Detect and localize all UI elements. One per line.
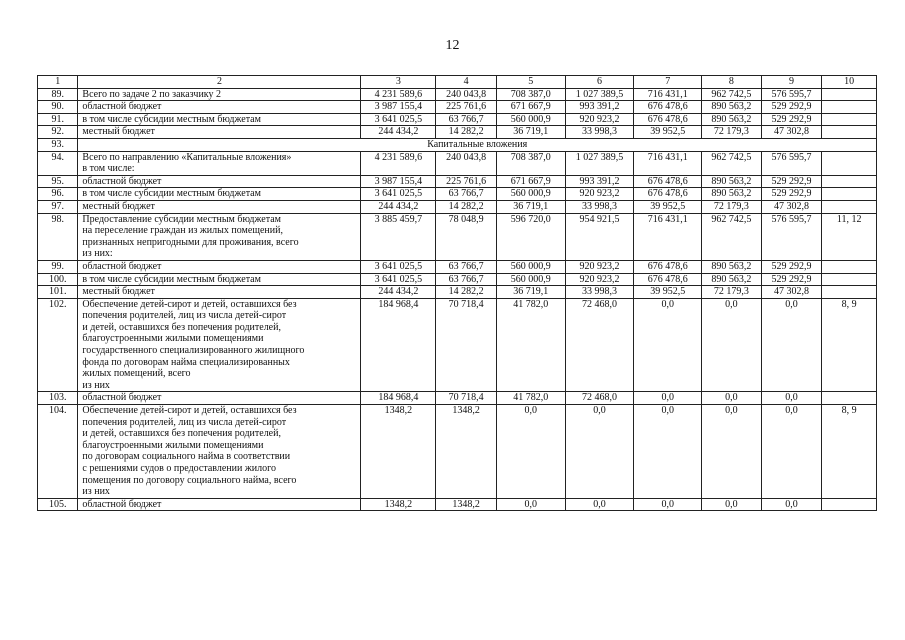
value-cell: 36 719,1 bbox=[496, 200, 565, 213]
row-number: 89. bbox=[38, 88, 78, 101]
row-name: Всего по задаче 2 по заказчику 2 bbox=[78, 88, 361, 101]
value-cell: 41 782,0 bbox=[496, 298, 565, 392]
row-number: 91. bbox=[38, 113, 78, 126]
value-cell: 576 595,7 bbox=[761, 213, 822, 260]
value-cell: 78 048,9 bbox=[436, 213, 497, 260]
value-cell: 676 478,6 bbox=[634, 273, 702, 286]
value-cell: 70 718,4 bbox=[436, 392, 497, 405]
value-cell: 63 766,7 bbox=[436, 260, 497, 273]
column-header: 1 bbox=[38, 76, 78, 89]
value-cell: 0,0 bbox=[761, 405, 822, 499]
column-header: 8 bbox=[702, 76, 762, 89]
table-row bbox=[38, 101, 877, 114]
note-cell bbox=[822, 88, 877, 101]
value-cell: 962 742,5 bbox=[702, 88, 762, 101]
note-cell: 11, 12 bbox=[822, 213, 877, 260]
value-cell: 1348,2 bbox=[436, 498, 497, 511]
value-cell: 4 231 589,6 bbox=[361, 88, 436, 101]
table-row bbox=[38, 88, 877, 101]
row-number: 96. bbox=[38, 188, 78, 201]
table-row bbox=[38, 151, 877, 175]
value-cell: 890 563,2 bbox=[702, 175, 762, 188]
row-name: областной бюджет bbox=[78, 392, 361, 405]
value-cell: 890 563,2 bbox=[702, 188, 762, 201]
value-cell: 3 641 025,5 bbox=[361, 260, 436, 273]
row-number: 97. bbox=[38, 200, 78, 213]
table-row bbox=[38, 498, 877, 511]
section-row bbox=[38, 138, 877, 151]
column-header: 9 bbox=[761, 76, 822, 89]
header-row bbox=[38, 76, 877, 89]
value-cell: 1348,2 bbox=[361, 405, 436, 499]
value-cell: 240 043,8 bbox=[436, 88, 497, 101]
value-cell: 72 468,0 bbox=[565, 392, 634, 405]
table-row bbox=[38, 213, 877, 260]
value-cell: 3 987 155,4 bbox=[361, 101, 436, 114]
row-name: Всего по направлению «Капитальные вложения» в том числе: bbox=[78, 151, 361, 175]
row-name: местный бюджет bbox=[78, 126, 361, 139]
section-title: Капитальные вложения bbox=[78, 138, 877, 151]
value-cell: 47 302,8 bbox=[761, 126, 822, 139]
value-cell: 0,0 bbox=[496, 498, 565, 511]
value-cell: 920 923,2 bbox=[565, 188, 634, 201]
note-cell bbox=[822, 260, 877, 273]
value-cell: 41 782,0 bbox=[496, 392, 565, 405]
value-cell: 0,0 bbox=[702, 392, 762, 405]
row-number: 102. bbox=[38, 298, 78, 392]
column-header: 7 bbox=[634, 76, 702, 89]
note-cell bbox=[822, 392, 877, 405]
value-cell: 39 952,5 bbox=[634, 200, 702, 213]
row-name: областной бюджет bbox=[78, 175, 361, 188]
value-cell: 3 641 025,5 bbox=[361, 113, 436, 126]
value-cell: 72 179,3 bbox=[702, 286, 762, 299]
column-header: 10 bbox=[822, 76, 877, 89]
value-cell: 0,0 bbox=[565, 498, 634, 511]
value-cell: 244 434,2 bbox=[361, 200, 436, 213]
value-cell: 3 641 025,5 bbox=[361, 188, 436, 201]
row-name: Предоставление субсидии местным бюджетам на переселение граждан из жилых помещений, признанных непригодными для проживания, всего из них: bbox=[78, 213, 361, 260]
note-cell: 8, 9 bbox=[822, 298, 877, 392]
row-name: местный бюджет bbox=[78, 200, 361, 213]
note-cell: 8, 9 bbox=[822, 405, 877, 499]
value-cell: 47 302,8 bbox=[761, 286, 822, 299]
row-name: Обеспечение детей-сирот и детей, оставшихся без попечения родителей, лиц из числа детей-сирот и детей, оставшихся без попечения родителей, благоустроенными жилыми помещениями по договорам социального найма в соответствии с решениями судов о предоставлении жилого помещения по договору социального найма, всего из них bbox=[78, 405, 361, 499]
value-cell: 676 478,6 bbox=[634, 188, 702, 201]
note-cell bbox=[822, 286, 877, 299]
value-cell: 3 885 459,7 bbox=[361, 213, 436, 260]
value-cell: 890 563,2 bbox=[702, 260, 762, 273]
value-cell: 890 563,2 bbox=[702, 101, 762, 114]
note-cell bbox=[822, 175, 877, 188]
value-cell: 33 998,3 bbox=[565, 286, 634, 299]
value-cell: 529 292,9 bbox=[761, 273, 822, 286]
table-row bbox=[38, 286, 877, 299]
value-cell: 529 292,9 bbox=[761, 113, 822, 126]
value-cell: 14 282,2 bbox=[436, 126, 497, 139]
value-cell: 560 000,9 bbox=[496, 113, 565, 126]
value-cell: 72 468,0 bbox=[565, 298, 634, 392]
value-cell: 0,0 bbox=[761, 298, 822, 392]
value-cell: 72 179,3 bbox=[702, 126, 762, 139]
value-cell: 596 720,0 bbox=[496, 213, 565, 260]
value-cell: 0,0 bbox=[496, 405, 565, 499]
page-number: 12 bbox=[445, 38, 460, 53]
value-cell: 529 292,9 bbox=[761, 188, 822, 201]
column-header: 5 bbox=[496, 76, 565, 89]
value-cell: 39 952,5 bbox=[634, 126, 702, 139]
value-cell: 0,0 bbox=[634, 298, 702, 392]
value-cell: 244 434,2 bbox=[361, 286, 436, 299]
value-cell: 954 921,5 bbox=[565, 213, 634, 260]
table-row bbox=[38, 260, 877, 273]
column-header: 4 bbox=[436, 76, 497, 89]
value-cell: 47 302,8 bbox=[761, 200, 822, 213]
row-number: 95. bbox=[38, 175, 78, 188]
value-cell: 576 595,7 bbox=[761, 151, 822, 175]
row-name: в том числе субсидии местным бюджетам bbox=[78, 188, 361, 201]
value-cell: 993 391,2 bbox=[565, 175, 634, 188]
value-cell: 240 043,8 bbox=[436, 151, 497, 175]
note-cell bbox=[822, 101, 877, 114]
value-cell: 1 027 389,5 bbox=[565, 151, 634, 175]
row-number: 93. bbox=[38, 138, 78, 151]
value-cell: 529 292,9 bbox=[761, 175, 822, 188]
table-row bbox=[38, 298, 877, 392]
value-cell: 3 987 155,4 bbox=[361, 175, 436, 188]
value-cell: 33 998,3 bbox=[565, 126, 634, 139]
value-cell: 993 391,2 bbox=[565, 101, 634, 114]
note-cell bbox=[822, 126, 877, 139]
value-cell: 962 742,5 bbox=[702, 213, 762, 260]
row-number: 104. bbox=[38, 405, 78, 499]
row-number: 90. bbox=[38, 101, 78, 114]
note-cell bbox=[822, 273, 877, 286]
value-cell: 890 563,2 bbox=[702, 273, 762, 286]
row-name: местный бюджет bbox=[78, 286, 361, 299]
value-cell: 890 563,2 bbox=[702, 113, 762, 126]
table-row bbox=[38, 392, 877, 405]
value-cell: 4 231 589,6 bbox=[361, 151, 436, 175]
value-cell: 225 761,6 bbox=[436, 101, 497, 114]
table-row bbox=[38, 200, 877, 213]
table-row bbox=[38, 113, 877, 126]
value-cell: 33 998,3 bbox=[565, 200, 634, 213]
row-name: в том числе субсидии местным бюджетам bbox=[78, 273, 361, 286]
value-cell: 716 431,1 bbox=[634, 88, 702, 101]
row-number: 94. bbox=[38, 151, 78, 175]
row-name: областной бюджет bbox=[78, 101, 361, 114]
row-number: 103. bbox=[38, 392, 78, 405]
value-cell: 3 641 025,5 bbox=[361, 273, 436, 286]
value-cell: 962 742,5 bbox=[702, 151, 762, 175]
budget-table bbox=[37, 75, 877, 511]
value-cell: 671 667,9 bbox=[496, 101, 565, 114]
value-cell: 36 719,1 bbox=[496, 126, 565, 139]
row-number: 98. bbox=[38, 213, 78, 260]
note-cell bbox=[822, 200, 877, 213]
value-cell: 0,0 bbox=[761, 498, 822, 511]
value-cell: 716 431,1 bbox=[634, 213, 702, 260]
value-cell: 920 923,2 bbox=[565, 273, 634, 286]
note-cell bbox=[822, 188, 877, 201]
value-cell: 576 595,7 bbox=[761, 88, 822, 101]
row-number: 99. bbox=[38, 260, 78, 273]
note-cell bbox=[822, 498, 877, 511]
value-cell: 0,0 bbox=[565, 405, 634, 499]
value-cell: 0,0 bbox=[702, 298, 762, 392]
value-cell: 560 000,9 bbox=[496, 188, 565, 201]
value-cell: 676 478,6 bbox=[634, 113, 702, 126]
value-cell: 0,0 bbox=[702, 405, 762, 499]
value-cell: 716 431,1 bbox=[634, 151, 702, 175]
value-cell: 0,0 bbox=[702, 498, 762, 511]
column-header: 6 bbox=[565, 76, 634, 89]
table-row bbox=[38, 175, 877, 188]
value-cell: 560 000,9 bbox=[496, 273, 565, 286]
value-cell: 14 282,2 bbox=[436, 200, 497, 213]
note-cell bbox=[822, 113, 877, 126]
value-cell: 0,0 bbox=[634, 498, 702, 511]
row-name: областной бюджет bbox=[78, 498, 361, 511]
row-name: в том числе субсидии местным бюджетам bbox=[78, 113, 361, 126]
value-cell: 671 667,9 bbox=[496, 175, 565, 188]
row-name: областной бюджет bbox=[78, 260, 361, 273]
value-cell: 0,0 bbox=[634, 405, 702, 499]
value-cell: 225 761,6 bbox=[436, 175, 497, 188]
value-cell: 63 766,7 bbox=[436, 273, 497, 286]
value-cell: 184 968,4 bbox=[361, 392, 436, 405]
value-cell: 72 179,3 bbox=[702, 200, 762, 213]
value-cell: 70 718,4 bbox=[436, 298, 497, 392]
row-number: 100. bbox=[38, 273, 78, 286]
value-cell: 1348,2 bbox=[436, 405, 497, 499]
value-cell: 0,0 bbox=[634, 392, 702, 405]
value-cell: 63 766,7 bbox=[436, 113, 497, 126]
value-cell: 0,0 bbox=[761, 392, 822, 405]
value-cell: 184 968,4 bbox=[361, 298, 436, 392]
column-header: 3 bbox=[361, 76, 436, 89]
value-cell: 676 478,6 bbox=[634, 175, 702, 188]
value-cell: 708 387,0 bbox=[496, 88, 565, 101]
table-row bbox=[38, 188, 877, 201]
value-cell: 708 387,0 bbox=[496, 151, 565, 175]
value-cell: 529 292,9 bbox=[761, 101, 822, 114]
table-row bbox=[38, 405, 877, 499]
value-cell: 63 766,7 bbox=[436, 188, 497, 201]
value-cell: 244 434,2 bbox=[361, 126, 436, 139]
value-cell: 676 478,6 bbox=[634, 260, 702, 273]
value-cell: 1 027 389,5 bbox=[565, 88, 634, 101]
value-cell: 14 282,2 bbox=[436, 286, 497, 299]
row-number: 105. bbox=[38, 498, 78, 511]
row-number: 101. bbox=[38, 286, 78, 299]
value-cell: 920 923,2 bbox=[565, 260, 634, 273]
value-cell: 560 000,9 bbox=[496, 260, 565, 273]
value-cell: 529 292,9 bbox=[761, 260, 822, 273]
value-cell: 1348,2 bbox=[361, 498, 436, 511]
note-cell bbox=[822, 151, 877, 175]
value-cell: 676 478,6 bbox=[634, 101, 702, 114]
value-cell: 920 923,2 bbox=[565, 113, 634, 126]
column-header: 2 bbox=[78, 76, 361, 89]
row-name: Обеспечение детей-сирот и детей, оставшихся без попечения родителей, лиц из числа детей-сирот и детей, оставшихся без попечения родителей, благоустроенными жилыми помещениями государственного специализированного жилищного фонда по договорам найма специализированных жилых помещений, всего из них bbox=[78, 298, 361, 392]
table-row bbox=[38, 126, 877, 139]
row-number: 92. bbox=[38, 126, 78, 139]
value-cell: 36 719,1 bbox=[496, 286, 565, 299]
table-row bbox=[38, 273, 877, 286]
value-cell: 39 952,5 bbox=[634, 286, 702, 299]
